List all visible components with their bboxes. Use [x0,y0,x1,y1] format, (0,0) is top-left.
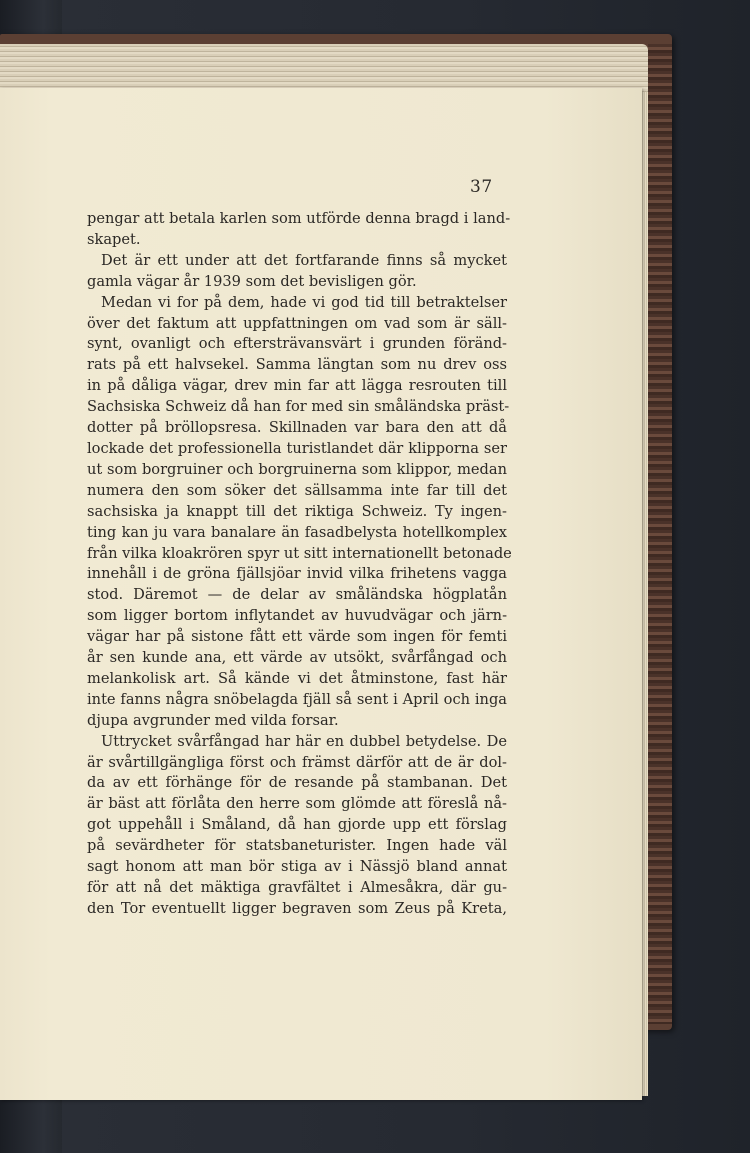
text-line: numera den som söker det sällsamma inte far till det [87,481,507,499]
text-line: lockade det professionella turistlandet där klipporna ser [87,439,507,457]
text-line: skapet. [87,230,141,248]
text-line: år sen kunde ana, ett värde av utsökt, svårfångad och [87,649,507,667]
text-line: da av ett förhänge för de resande på stambanan. Det [87,774,507,792]
text-line: rats på ett halvsekel. Samma längtan som nu drev oss [87,356,507,374]
text-line: innehåll i de gröna fjällsjöar invid vilka frihetens vagga [87,565,507,583]
text-line: inte fanns några snöbelagda fjäll så sent i April och inga [87,690,507,708]
text-line: på sevärdheter för statsbaneturister. Ingen hade väl [87,837,507,855]
text-line: ting kan ju vara banalare än fasadbelysta hotellkomplex [87,523,507,541]
text-line: den Tor eventuellt ligger begraven som Zeus på Kreta, [87,899,507,917]
text-line: stod. Däremot — de delar av småländska högplatån [87,586,507,604]
body-text [87,209,512,920]
text-line: sachsiska ja knappt till det riktiga Schweiz. Ty ingen- [87,502,507,520]
text-line: Det är ett under att det fortfarande finns så mycket [101,251,507,269]
text-line: Medan vi for på dem, hade vi god tid till betraktelser [101,293,507,311]
text-line: Uttrycket svårfångad har här en dubbel betydelse. De [101,732,507,750]
text-line: är svårtillgängliga först och främst därför att de är dol- [87,753,507,771]
text-line: in på dåliga vägar, drev min far att lägga resrouten till [87,377,507,395]
text-line: got uppehåll i Småland, då han gjorde upp ett förslag [87,816,507,834]
text-line: vägar har på sistone fått ett värde som ingen för femti [87,628,507,646]
text-line: dotter på bröllopsresa. Skillnaden var bara den att då [87,419,507,437]
text-line: är bäst att förlåta den herre som glömde att föreslå nå- [87,795,507,813]
text-line: ut som borgruiner och borgruinerna som klippor, medan [87,460,507,478]
text-line: Sachsiska Schweiz då han for med sin småländska präst- [87,398,510,416]
page-number: 37 [470,177,493,197]
text-line: pengar att betala karlen som utförde denna bragd i land- [87,210,511,227]
text-line: synt, ovanligt och eftersträvansvärt i grunden föränd- [87,335,507,353]
text-line: djupa avgrunder med vilda forsar. [87,711,339,729]
text-line: melankolisk art. Så kände vi det åtminstone, fast här [87,669,507,687]
text-line: för att nå det mäktiga gravfältet i Almesåkra, där gu- [87,879,507,896]
text-line: gamla vägar år 1939 som det bevisligen gör. [87,272,417,290]
text-line: från vilka kloakrören spyr ut sitt internationellt betonade [87,544,512,562]
text-line: sagt honom att man bör stiga av i Nässjö bland annat [87,858,507,876]
text-line: över det faktum att uppfattningen om vad som är säll- [87,314,507,332]
text-line: som ligger bortom inflytandet av huvudvägar och järn- [87,607,507,625]
page-fore-edge [642,92,648,1096]
page-stack-edge [0,44,648,94]
